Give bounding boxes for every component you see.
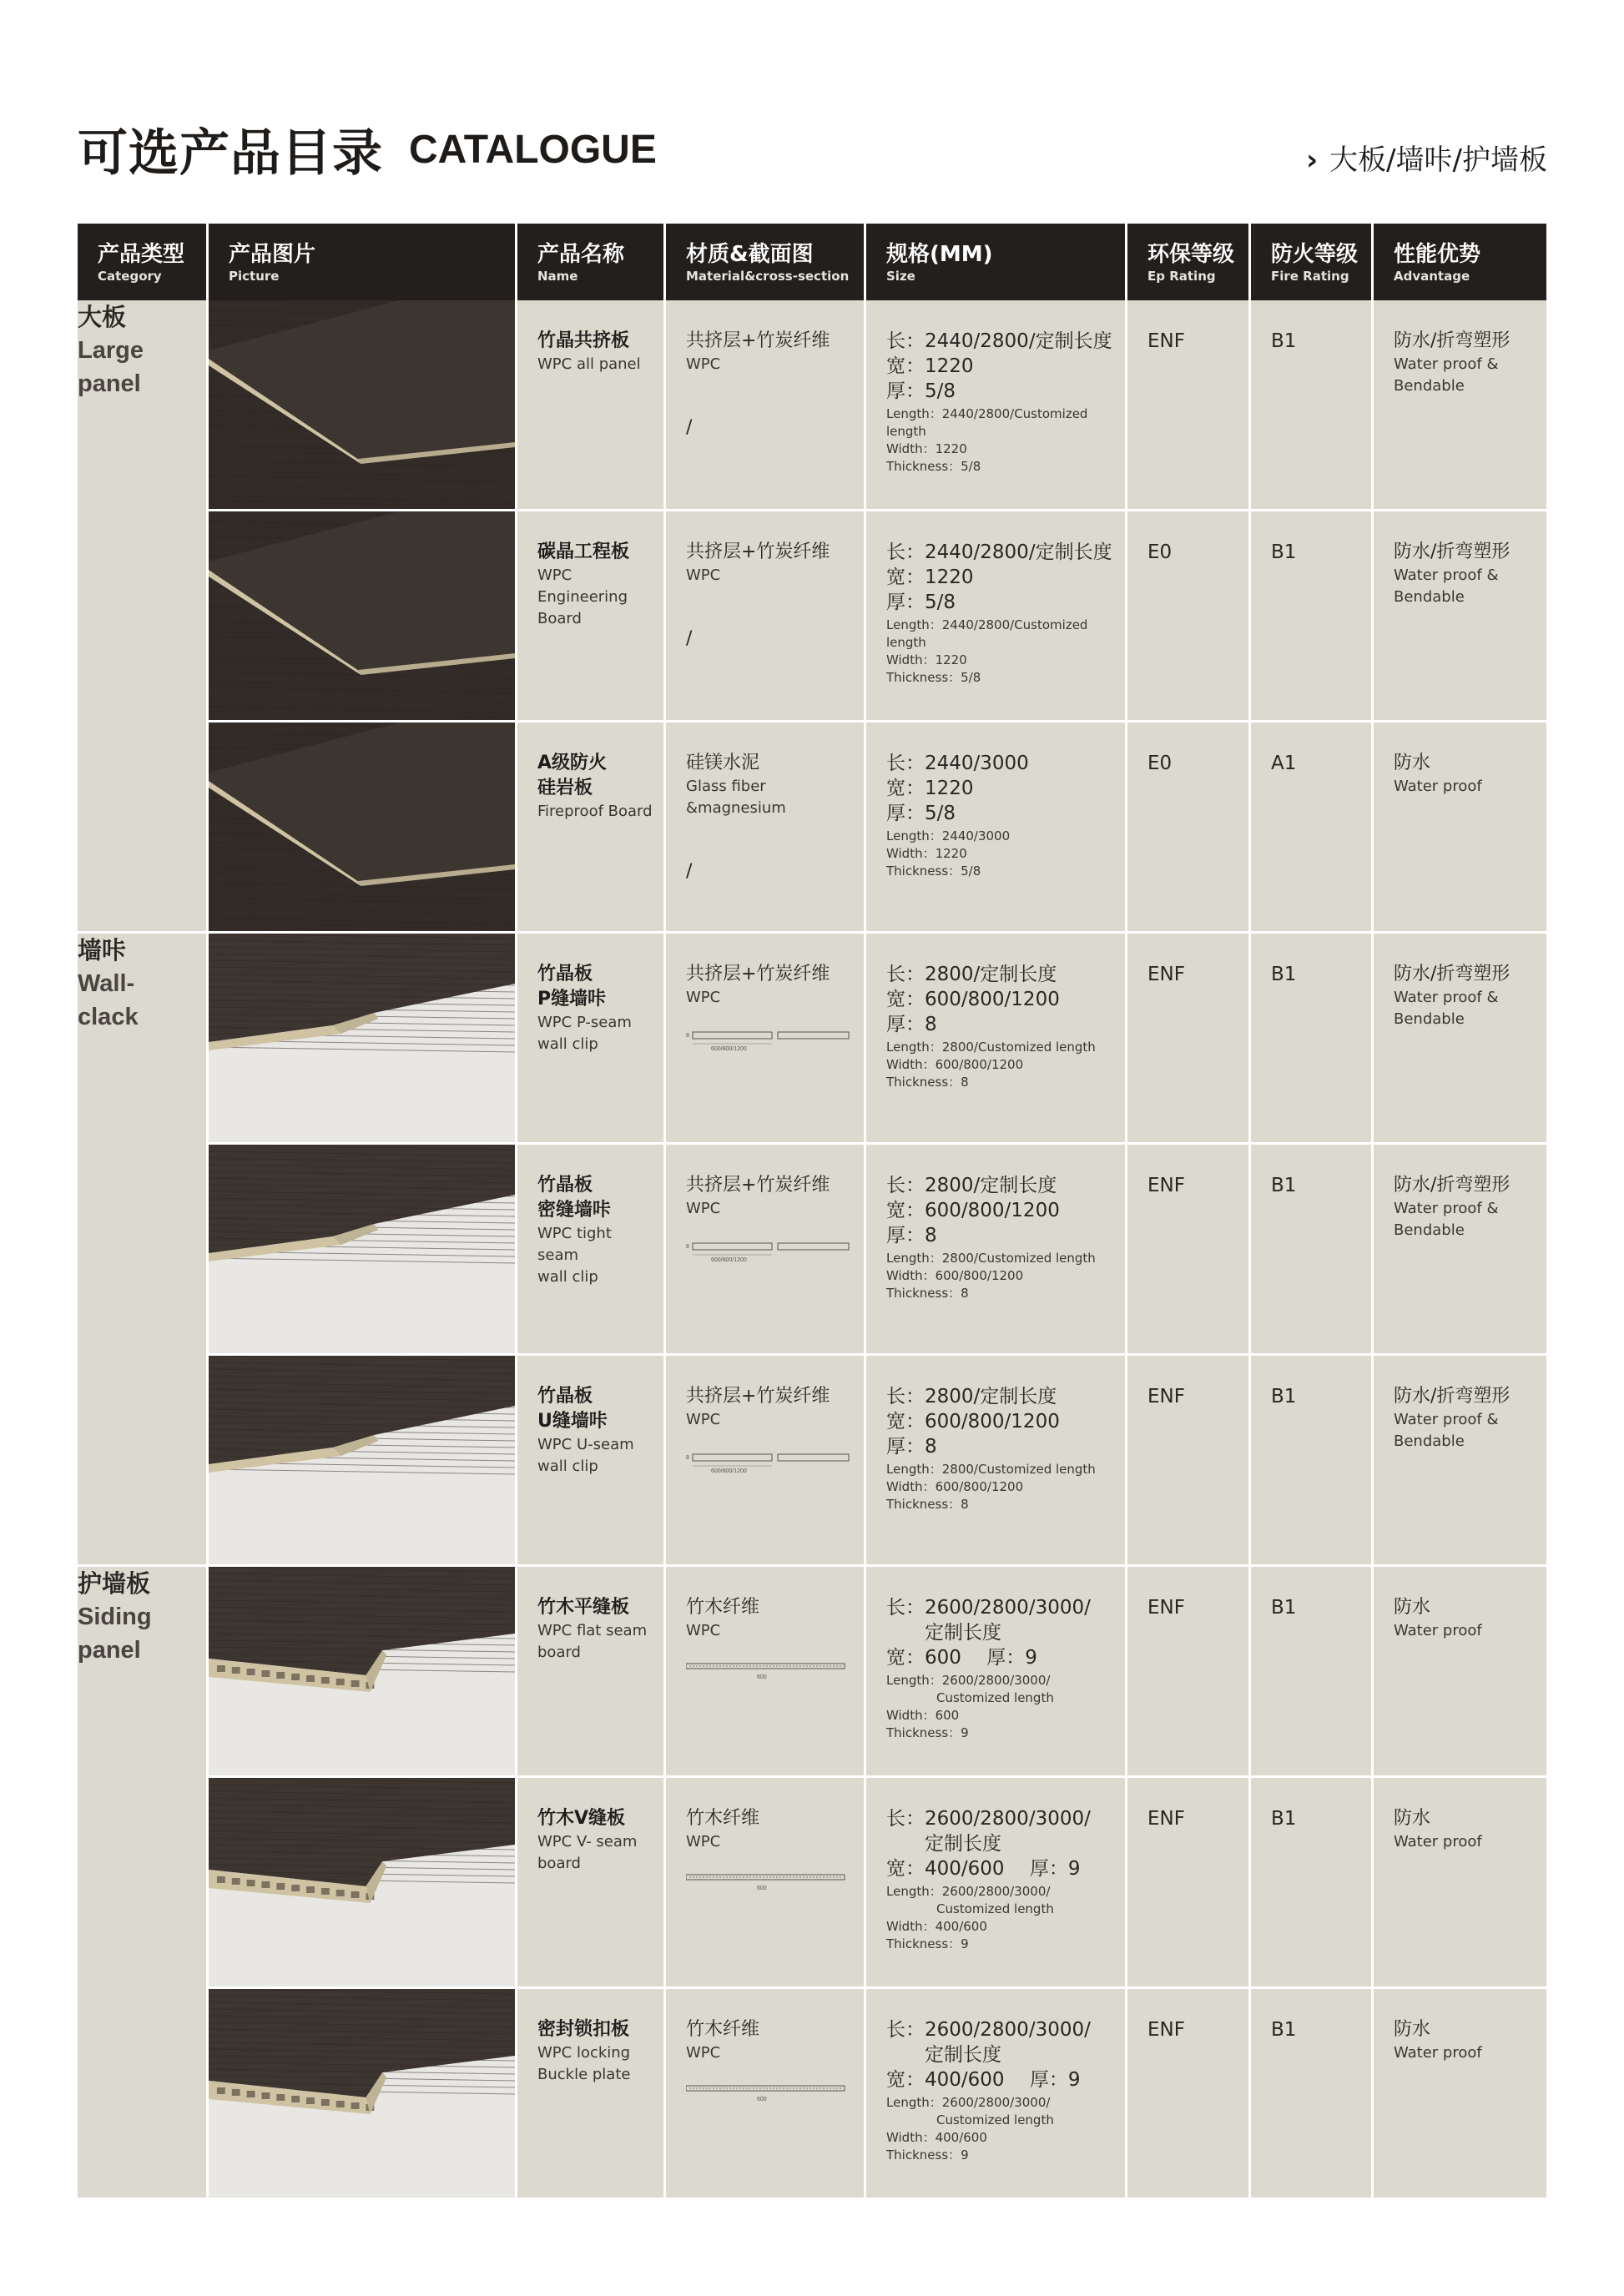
page-title-en: CATALOGUE [409, 128, 657, 172]
size-en: Length：2440/2800/Customized length Width：1220 Thickness：5/8 [886, 617, 1088, 685]
size-cell [866, 300, 1127, 511]
advantage-cell [1374, 1145, 1546, 1356]
material-cell [666, 934, 866, 1145]
product-name-cn: 碳晶工程板 [537, 541, 630, 562]
fire-rating-cell [1251, 1356, 1374, 1567]
picture-cell [209, 1145, 517, 1356]
ep-rating-cell [1127, 1145, 1251, 1356]
product-image [209, 1778, 515, 1986]
fire-rating-value: B1 [1271, 964, 1297, 985]
material-en: Glass fiber &magnesium [686, 778, 786, 817]
material-cell [666, 1989, 866, 2200]
size-en: Length：2800/Customized length Width：600/800/1200 Thickness：8 [886, 1251, 1096, 1301]
ep-rating-cell [1127, 934, 1251, 1145]
material-cell [666, 300, 866, 511]
product-image [209, 1145, 515, 1353]
catalogue-table [78, 224, 1546, 2200]
product-name-cn: 竹晶板 P缝墙咔 [537, 964, 607, 1010]
cross-section-diagram [686, 1235, 853, 1265]
picture-cell [209, 1778, 517, 1989]
material-cn: 竹木纤维 [686, 1808, 760, 1829]
product-name-cn: A级防火 硅岩板 [537, 753, 608, 798]
product-name-cn: 竹木平缝板 [537, 1597, 630, 1618]
breadcrumb-label: 大板/墙咔/护墙板 [1329, 144, 1547, 177]
section-width-label: 600/800/1200 [711, 1468, 747, 1474]
name-cell [517, 1567, 666, 1778]
breadcrumb[interactable] [1306, 137, 1547, 178]
chevron-right-icon: › [1306, 144, 1319, 177]
name-cell [517, 1356, 666, 1567]
advantage-cn: 防水/折弯塑形 [1394, 1386, 1511, 1407]
table-row [78, 1145, 1546, 1356]
material-cell [666, 1778, 866, 1989]
product-name-en: WPC tight seam wall clip [537, 1225, 612, 1286]
size-cn: 长：2600/2800/3000/ 定制长度 宽：600 厚：9 [886, 1597, 1091, 1669]
advantage-cn: 防水/折弯塑形 [1394, 330, 1511, 351]
size-cn: 长：2440/3000 宽：1220 厚：5/8 [886, 753, 1029, 824]
picture-cell [209, 723, 517, 934]
name-cell [517, 723, 666, 934]
category-cell [78, 1567, 209, 2200]
fire-rating-cell [1251, 1989, 1374, 2200]
size-en: Length：2600/2800/3000/ Customized length Width：600 Thickness：9 [886, 1673, 1054, 1740]
product-name-cn: 竹晶共挤板 [537, 330, 630, 351]
cross-section-diagram [686, 1657, 853, 1682]
material-en: WPC [686, 1200, 721, 1217]
advantage-cell [1374, 1356, 1546, 1567]
material-en: WPC [686, 566, 721, 584]
ep-rating-cell [1127, 1356, 1251, 1567]
category-en: Large panel [78, 337, 144, 397]
fire-rating-cell [1251, 511, 1374, 723]
section-thickness-label: 8 [686, 1455, 689, 1461]
size-en: Length：2440/2800/Customized length Width：1220 Thickness：5/8 [886, 406, 1088, 474]
advantage-cell [1374, 511, 1546, 723]
size-cell [866, 1356, 1127, 1567]
cross-section-placeholder: / [686, 417, 693, 438]
category-cell [78, 934, 209, 1567]
section-width-label: 600 [757, 1886, 767, 1891]
advantage-en: Water proof [1394, 1622, 1482, 1639]
product-name-en: WPC P-seam wall clip [537, 1014, 632, 1053]
name-cell [517, 300, 666, 511]
header-advantage: 性能优势 Advantage [1374, 224, 1546, 300]
category-cn: 护墙板 [78, 1569, 151, 1598]
advantage-en: Water proof [1394, 2044, 1482, 2062]
size-cn: 长：2800/定制长度 宽：600/800/1200 厚：8 [886, 1386, 1060, 1458]
advantage-en: Water proof [1394, 778, 1482, 795]
category-cn: 大板 [78, 303, 127, 331]
product-name-cn: 竹晶板 U缝墙咔 [537, 1386, 608, 1432]
table-header-row [78, 224, 1546, 300]
ep-rating-cell [1127, 723, 1251, 934]
table-row [78, 1989, 1546, 2200]
cross-section-placeholder: / [686, 861, 693, 882]
category-en: Wall- clack [78, 970, 139, 1030]
ep-rating-cell [1127, 1989, 1251, 2200]
ep-rating-value: ENF [1147, 330, 1185, 352]
product-image [209, 511, 515, 720]
material-cn: 共挤层+竹炭纤维 [686, 330, 830, 351]
advantage-cell [1374, 1989, 1546, 2200]
table-row [78, 1778, 1546, 1989]
product-image [209, 300, 515, 509]
product-name-cn: 竹木V缝板 [537, 1808, 626, 1829]
size-en: Length：2800/Customized length Width：600/800/1200 Thickness：8 [886, 1040, 1096, 1090]
size-cn: 长：2800/定制长度 宽：600/800/1200 厚：8 [886, 1175, 1060, 1246]
section-width-label: 600/800/1200 [711, 1257, 747, 1263]
name-cell [517, 934, 666, 1145]
ep-rating-cell [1127, 1778, 1251, 1989]
material-cn: 共挤层+竹炭纤维 [686, 1386, 830, 1407]
page-title-cn: 可选产品目录 [78, 124, 383, 183]
product-name-cn: 密封锁扣板 [537, 2019, 630, 2040]
advantage-cn: 防水/折弯塑形 [1394, 964, 1511, 984]
fire-rating-value: B1 [1271, 1175, 1297, 1196]
section-thickness-label: 8 [686, 1244, 689, 1250]
size-cn: 长：2600/2800/3000/ 定制长度 宽：400/600 厚：9 [886, 2019, 1091, 2091]
header-size: 规格(MM) Size [866, 224, 1127, 300]
cross-section-diagram [686, 1868, 853, 1893]
fire-rating-value: B1 [1271, 2019, 1297, 2041]
advantage-en: Water proof [1394, 1833, 1482, 1850]
material-cn: 共挤层+竹炭纤维 [686, 964, 830, 984]
product-name-en: WPC V- seam board [537, 1833, 638, 1872]
size-en: Length：2600/2800/3000/ Customized length Width：400/600 Thickness：9 [886, 1884, 1054, 1951]
header-name: 产品名称 Name [517, 224, 666, 300]
advantage-cn: 防水 [1394, 2019, 1431, 2040]
table-row [78, 1567, 1546, 1778]
name-cell [517, 1989, 666, 2200]
picture-cell [209, 1989, 517, 2200]
size-en: Length：2600/2800/3000/ Customized length Width：400/600 Thickness：9 [886, 2095, 1054, 2163]
size-cn: 长：2440/2800/定制长度 宽：1220 厚：5/8 [886, 541, 1112, 613]
size-cn: 长：2600/2800/3000/ 定制长度 宽：400/600 厚：9 [886, 1808, 1091, 1880]
material-cn: 硅镁水泥 [686, 753, 760, 773]
cross-section-diagram [686, 1446, 853, 1476]
material-en: WPC [686, 2044, 721, 2062]
size-cell [866, 1778, 1127, 1989]
category-cn: 墙咔 [78, 936, 127, 964]
fire-rating-value: B1 [1271, 541, 1297, 563]
picture-cell [209, 1567, 517, 1778]
product-name-cn: 竹晶板 密缝墙咔 [537, 1175, 612, 1221]
size-cell [866, 934, 1127, 1145]
advantage-cell [1374, 723, 1546, 934]
category-en: Siding panel [78, 1604, 152, 1664]
header-category: 产品类型 Category [78, 224, 209, 300]
header-fire-rating: 防火等级 Fire Rating [1251, 224, 1374, 300]
material-cn: 竹木纤维 [686, 2019, 760, 2040]
advantage-cell [1374, 934, 1546, 1145]
material-cell [666, 1145, 866, 1356]
material-en: WPC [686, 1622, 721, 1639]
ep-rating-cell [1127, 1567, 1251, 1778]
section-width-label: 600/800/1200 [711, 1046, 747, 1052]
advantage-cn: 防水 [1394, 753, 1431, 773]
material-cell [666, 511, 866, 723]
advantage-cn: 防水/折弯塑形 [1394, 1175, 1511, 1196]
header-ep-rating: 环保等级 Ep Rating [1127, 224, 1251, 300]
section-thickness-label: 8 [686, 1033, 689, 1039]
product-image [209, 723, 515, 931]
fire-rating-value: B1 [1271, 1386, 1297, 1407]
cross-section-placeholder: / [686, 628, 693, 649]
material-cell [666, 1567, 866, 1778]
advantage-cell [1374, 1778, 1546, 1989]
size-cell [866, 1567, 1127, 1778]
size-cell [866, 723, 1127, 934]
fire-rating-value: B1 [1271, 330, 1297, 352]
product-name-en: WPC flat seam board [537, 1622, 648, 1661]
product-name-en: Fireproof Board [537, 803, 653, 820]
picture-cell [209, 511, 517, 723]
ep-rating-value: ENF [1147, 1175, 1185, 1196]
fire-rating-value: B1 [1271, 1597, 1297, 1619]
fire-rating-value: B1 [1271, 1808, 1297, 1830]
advantage-en: Water proof & Bendable [1394, 989, 1499, 1028]
ep-rating-value: E0 [1147, 541, 1173, 563]
size-cn: 长：2440/2800/定制长度 宽：1220 厚：5/8 [886, 330, 1112, 402]
ep-rating-value: ENF [1147, 1597, 1185, 1619]
section-width-label: 600 [757, 2097, 767, 2102]
product-image [209, 1567, 515, 1775]
size-en: Length：2440/3000 Width：1220 Thickness：5/8 [886, 828, 1011, 879]
ep-rating-value: ENF [1147, 2019, 1185, 2041]
material-cell [666, 1356, 866, 1567]
header-material: 材质&截面图 Material&cross-section [666, 224, 866, 300]
fire-rating-cell [1251, 1567, 1374, 1778]
section-width-label: 600 [757, 1674, 767, 1680]
ep-rating-cell [1127, 511, 1251, 723]
table-row [78, 300, 1546, 511]
advantage-cell [1374, 1567, 1546, 1778]
table-row [78, 1356, 1546, 1567]
product-name-en: WPC Engineering Board [537, 566, 628, 627]
fire-rating-cell [1251, 934, 1374, 1145]
ep-rating-value: E0 [1147, 753, 1173, 774]
fire-rating-cell [1251, 1145, 1374, 1356]
category-cell [78, 300, 209, 934]
material-en: WPC [686, 355, 721, 373]
material-en: WPC [686, 1411, 721, 1428]
table-row [78, 723, 1546, 934]
advantage-en: Water proof & Bendable [1394, 1200, 1499, 1239]
advantage-cn: 防水 [1394, 1597, 1431, 1618]
size-cell [866, 511, 1127, 723]
picture-cell [209, 1356, 517, 1567]
cross-section-diagram [686, 1024, 853, 1054]
material-cell [666, 723, 866, 934]
material-en: WPC [686, 989, 721, 1006]
product-name-en: WPC locking Buckle plate [537, 2044, 631, 2083]
product-name-en: WPC U-seam wall clip [537, 1436, 634, 1475]
header-picture: 产品图片 Picture [209, 224, 517, 300]
ep-rating-value: ENF [1147, 1808, 1185, 1830]
advantage-cn: 防水 [1394, 1808, 1431, 1829]
size-cn: 长：2800/定制长度 宽：600/800/1200 厚：8 [886, 964, 1060, 1035]
ep-rating-value: ENF [1147, 1386, 1185, 1407]
picture-cell [209, 300, 517, 511]
product-name-en: WPC all panel [537, 355, 641, 373]
fire-rating-cell [1251, 300, 1374, 511]
name-cell [517, 511, 666, 723]
fire-rating-value: A1 [1271, 753, 1297, 774]
cross-section-diagram [686, 2079, 853, 2104]
table-row [78, 511, 1546, 723]
size-en: Length：2800/Customized length Width：600/800/1200 Thickness：8 [886, 1462, 1096, 1512]
material-cn: 竹木纤维 [686, 1597, 760, 1618]
fire-rating-cell [1251, 1778, 1374, 1989]
ep-rating-value: ENF [1147, 964, 1185, 985]
size-cell [866, 1145, 1127, 1356]
name-cell [517, 1145, 666, 1356]
product-image [209, 1356, 515, 1564]
name-cell [517, 1778, 666, 1989]
advantage-cn: 防水/折弯塑形 [1394, 541, 1511, 562]
advantage-en: Water proof & Bendable [1394, 1411, 1499, 1450]
advantage-en: Water proof & Bendable [1394, 355, 1499, 395]
picture-cell [209, 934, 517, 1145]
advantage-cell [1374, 300, 1546, 511]
ep-rating-cell [1127, 300, 1251, 511]
advantage-en: Water proof & Bendable [1394, 566, 1499, 606]
fire-rating-cell [1251, 723, 1374, 934]
table-row [78, 934, 1546, 1145]
material-en: WPC [686, 1833, 721, 1850]
size-cell [866, 1989, 1127, 2200]
product-image [209, 934, 515, 1142]
material-cn: 共挤层+竹炭纤维 [686, 541, 830, 562]
material-cn: 共挤层+竹炭纤维 [686, 1175, 830, 1196]
product-image [209, 1989, 515, 2198]
